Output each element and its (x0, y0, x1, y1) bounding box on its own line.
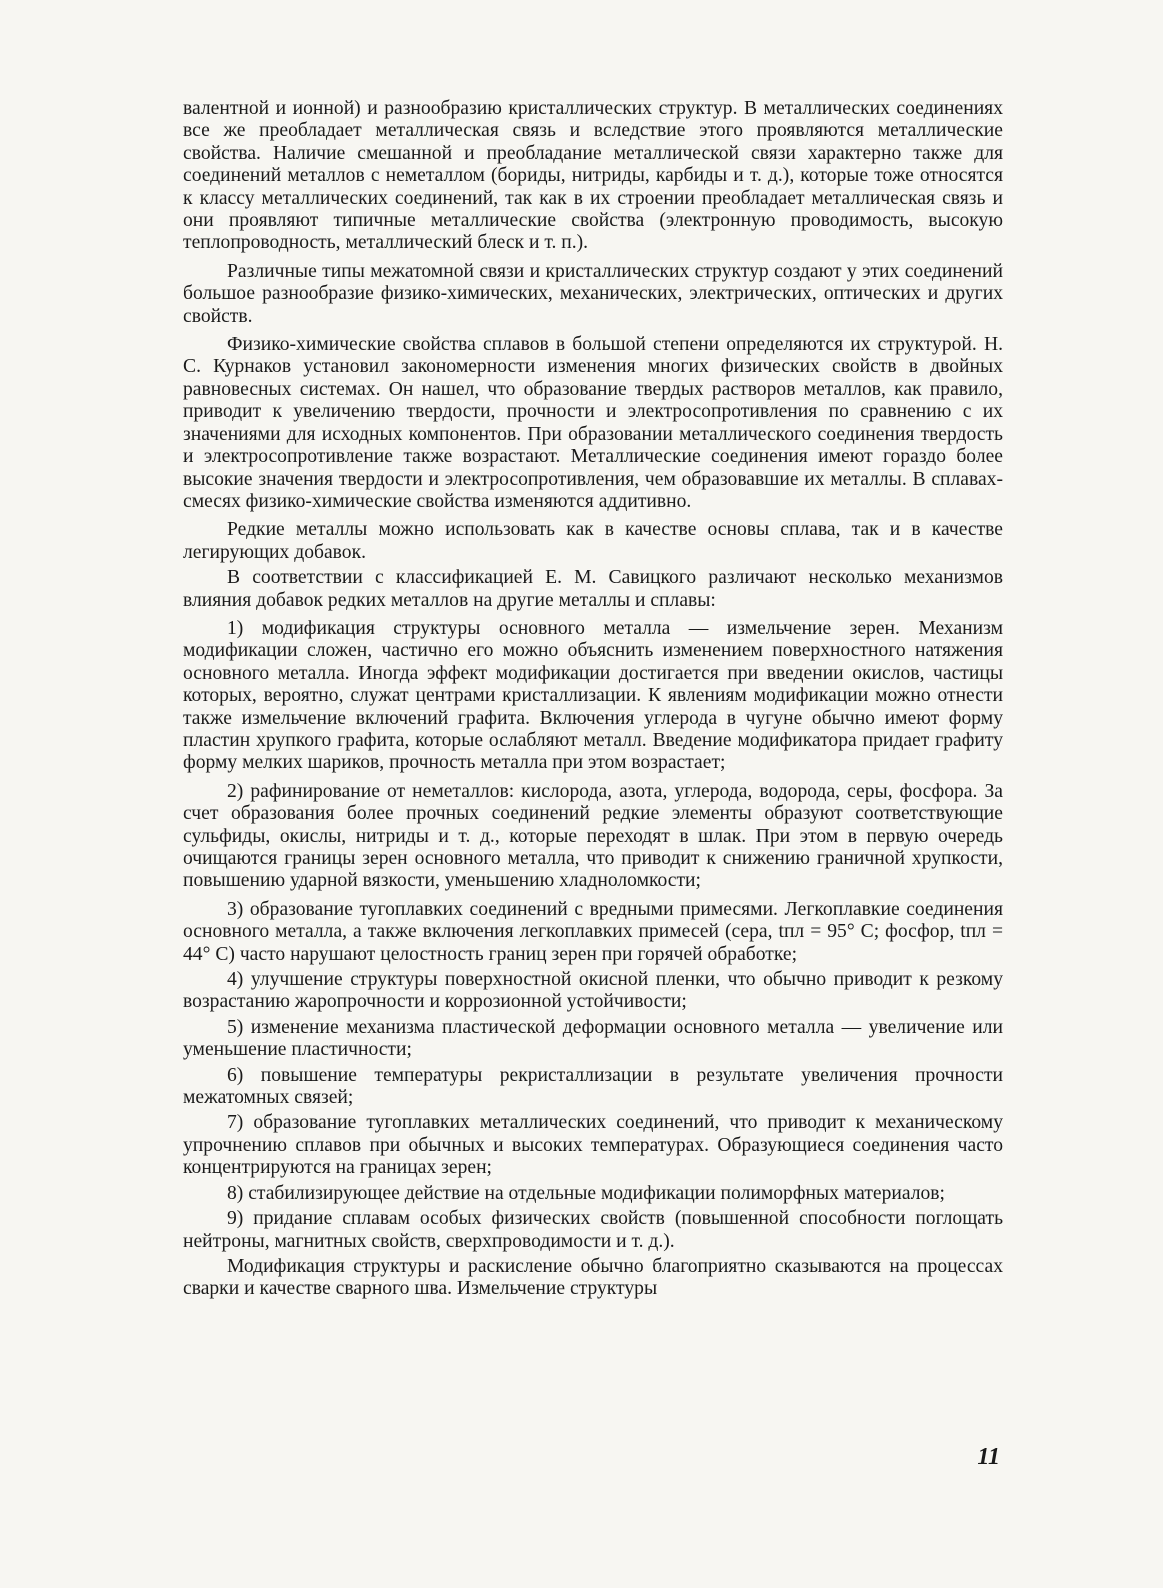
paragraph-2: Различные типы межатомной связи и кристаллических структур создают у этих соединений большое разнообразие физико-химических, механических, электрических, оптических и других свойств. (183, 260, 1003, 327)
list-item-1: 1) модификация структуры основного металла — измельчение зерен. Механизм модификации сложен, частично его можно объяснить изменением поверхностного натяжения основного металла. Иногда эффект модификации достигается при введении окислов, частицы которых, вероятно, служат центрами кристаллизации. К явлениям модификации можно отнести также измельчение включений графита. Включения углерода в чугуне обычно имеют форму пластин хрупкого графита, которые ослабляют металл. Введение модификатора придает графиту форму мелких шариков, прочность металла при этом возрастает; (183, 617, 1003, 774)
list-item-6: 6) повышение температуры рекристаллизации в результате увеличения прочности межатомных связей; (183, 1064, 1003, 1109)
paragraph-last: Модификация структуры и раскисление обычно благоприятно сказываются на процессах сварки и качестве сварного шва. Измельчение структуры (183, 1255, 1003, 1300)
paragraph-1: валентной и ионной) и разнообразию кристаллических структур. В металлических соединениях все же преобладает металлическая связь и вследствие этого проявляются металлические свойства. Наличие смешанной и преобладание металлической связи характерно также для соединений металлов с неметаллом (бориды, нитриды, карбиды и т. д.), которые тоже относятся к классу металлических соединений, так как в их строении преобладает металлическая связь и они проявляют типичные металлические свойства (электронную проводимость, высокую теплопроводность, металлический блеск и т. п.). (183, 98, 1003, 254)
list-item-7: 7) образование тугоплавких металлических соединений, что приводит к механическому упрочнению сплавов при обычных и высоких температурах. Образующиеся соединения часто концентрируются на границах зерен; (183, 1112, 1003, 1179)
list-item-2: 2) рафинирование от неметаллов: кислорода, азота, углерода, водорода, серы, фосфора. За счет образования более прочных соединений редкие элементы образуют соответствующие сульфиды, окислы, нитриды и т. д., которые переходят в шлак. При этом в первую очередь очищаются границы зерен основного металла, что приводит к снижению граничной хрупкости, повышению ударной вязкости, уменьшению хладноломкости; (183, 780, 1003, 892)
list-item-4: 4) улучшение структуры поверхностной окисной пленки, что обычно приводит к резкому возрастанию жаропрочности и коррозионной устойчивости; (183, 969, 1003, 1013)
list-item-5: 5) изменение механизма пластической деформации основного металла — увеличение или уменьшение пластичности; (183, 1016, 1003, 1061)
paragraph-4: Редкие металлы можно использовать как в качестве основы сплава, так и в качестве легирующих добавок. (183, 519, 1003, 563)
list-item-9: 9) придание сплавам особых физических свойств (повышенной способности поглощать нейтроны, магнитных свойств, сверхпроводимости и т. д.). (183, 1208, 1003, 1252)
page-number: 11 (977, 1444, 1000, 1470)
list-item-3: 3) образование тугоплавких соединений с вредными примесями. Легкоплавкие соединения основного металла, а также включения легкоплавких примесей (сера, tпл = 95° С; фосфор, tпл = 44° С) часто нарушают целостность границ зерен при горячей обработке; (183, 898, 1003, 965)
paragraph-5: В соответствии с классификацией Е. М. Савицкого различают несколько механизмов влияния добавок редких металлов на другие металлы и сплавы: (183, 567, 1003, 611)
body-text (183, 98, 1003, 1307)
list-item-8: 8) стабилизирующее действие на отдельные модификации полиморфных материалов; (227, 1182, 946, 1204)
paragraph-3: Физико-химические свойства сплавов в большой степени определяются их структурой. Н. С. Курнаков установил закономерности изменения многих физических свойств в двойных равновесных системах. Он нашел, что образование твердых растворов металлов, как правило, приводит к увеличению твердости, прочности и электросопротивления по сравнению с их значениями для исходных компонентов. При образовании металлического соединения твердость и электросопротивление также возрастают. Металлические соединения имеют гораздо более высокие значения твердости и электросопротивления, чем образовавшие их металлы. В сплавах-смесях физико-химические свойства изменяются аддитивно. (183, 334, 1003, 512)
